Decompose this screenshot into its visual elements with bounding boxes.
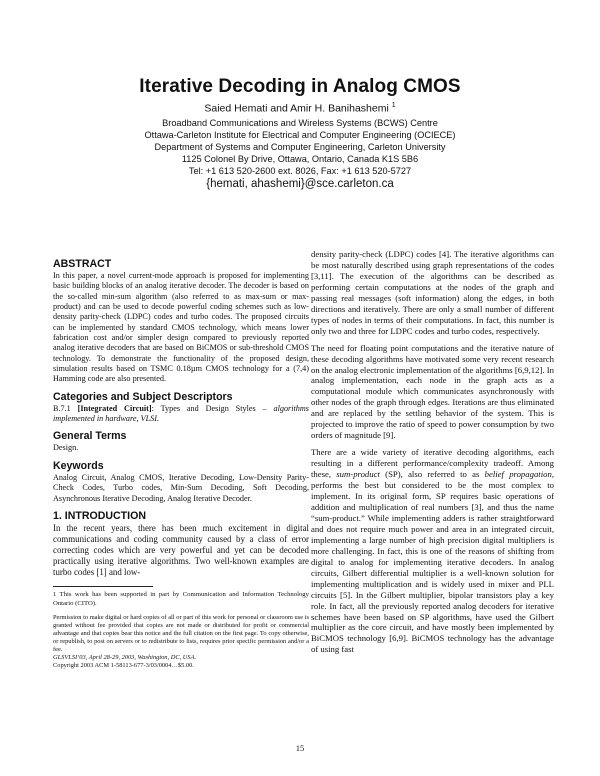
ccs-rest: : Types and Design Styles – — [151, 403, 274, 413]
affiliation-line: Tel: +1 613 520-2600 ext. 8026, Fax: +1 613 520-5727 — [188, 165, 412, 176]
general-terms-heading: General Terms — [53, 430, 127, 443]
para3-italic-belief-propagation: belief propagation — [484, 469, 552, 480]
abstract-heading: ABSTRACT — [53, 258, 112, 270]
paper-title: Iterative Decoding in Analog CMOS — [139, 76, 461, 97]
intro-paragraph-2: The need for floating point computations and the iterative nature of these decoding algorithms have motivated some very recent research on the analog electronic implementation of the algorithms [6,9,12]. In analog implementation, each node in the graph acts as a computational module which communicates asynchronously with other nodes of the graph through edges. Iterations are thus eliminated and are replaced by the settling behavior of the system. This is projected to improve the ratio of speed to power consumption by two orders of magnitude [9]. — [311, 342, 554, 441]
ccs-bold: [Integrated Circuit] — [77, 403, 152, 413]
affiliation-line: 1125 Colonel By Drive, Ottawa, Ontario, Canada K1S 5B6 — [181, 153, 419, 164]
page-number: 15 — [295, 743, 305, 753]
para3-italic-sum-product: sum-product — [336, 469, 380, 480]
left-column — [53, 258, 309, 670]
copyright-line: Copyright 2003 ACM 1-58113-677-3/03/0004…$5.00. — [53, 662, 194, 670]
ccs-italic: algorithms implemented in hardware, VLSI. — [53, 403, 309, 424]
keywords-text: Analog Circuit, Analog CMOS, Iterative Decoding, Low-Density Parity-Check Codes, Turbo codes, Min-Sum Decoding, Soft Decoding, Asynchronous Iterative Decoding, Analog Iterative Decoder. — [53, 472, 309, 503]
author-footnote-mark: 1 — [391, 102, 396, 109]
author-line — [40, 102, 560, 115]
ccs-code: B.7.1 — [53, 403, 78, 413]
intro-paragraph-3 — [311, 447, 554, 655]
para3-part: (SP), also referred to as — [379, 469, 485, 480]
affiliation-line: Department of Systems and Computer Engineering, Carleton University — [154, 141, 446, 152]
para3-part: There are a wide variety of iterative decoding algorithms, each resulting in a different performance/complexity tradeoff. Among these, — [311, 447, 554, 480]
footnote: 1 This work has been supported in part by Communication and Information Technology Ontario (CITO). — [53, 591, 309, 607]
intro-paragraph-1: density parity-check (LDPC) codes [4]. The iterative algorithms can be most naturally described using graph representations of the codes [3,11]. The execution of the algorithms can be described as performing certain computations at the nodes of the graph and passing real messages (soft information) along the edges, in both directions and iteratively. There are only a small number of different types of nodes in terms of their computations. In fact, this number is only two and three for LDPC codes and turbo codes, respectively. — [311, 249, 554, 336]
footnote-rule — [53, 586, 153, 587]
paper-header — [40, 76, 560, 190]
keywords-heading: Keywords — [53, 459, 104, 472]
abstract-text: In this paper, a novel current-mode approach is proposed for implementing basic building blocks of an analog iterative decoder. The decoder is based on the so-called min-sum algorithm (also referred to as max-sum or max-product) and can be used to decode powerful coding schemes such as low-density parity-check (LDPC) codes and turbo codes. The proposed circuits can be implemented by standard CMOS technology, which means lower fabrication cost and/or simpler design compared to previously reported analog iterative decoders that are based on BiCMOS or sub-threshold CMOS technology. To demonstrate the functionality of the proposed design, simulation results based on TSMC 0.18µm CMOS technology for a (7,4) Hamming code are also presented. — [53, 271, 309, 384]
venue-text: GLSVLSI’03, April 28-29, 2003, Washington, DC, USA. — [53, 654, 197, 662]
categories-heading: Categories and Subject Descriptors — [53, 390, 233, 403]
para3-part: , performs the best but considered to be the most complex to implement. In its original form, SP requires basic operations of addition and multiplication of real numbers [3], and thus the name “sum-product.” While implementing adders is rather straightforward and does not require much power and area in an integrated circuit, implementing a large number of high precision digital multipliers is more challenging. In fact, this is one of the reasons of shifting from digital to analog for implementing iterative decoders. In analog circuits, Gilbert differential multiplier is a well-known solution for implementing multiplication and is widely used in mixer and PLL circuits [5]. In the Gilbert multiplier, bipolar transistors play a key role. In fact, all the previously reported analog decoders for iterative schemes have been based on SP algorithms, have used the Gilbert multiplier as the core circuit, and have mostly been implemented by BiCMOS technology [6,9]. BiCMOS technology has the advantage of using fast — [311, 469, 554, 655]
affiliation-line: Broadband Communications and Wireless Systems (BCWS) Centre — [162, 117, 438, 128]
author-email: {hemati, ahashemi}@sce.carleton.ca — [206, 177, 394, 190]
introduction-text: In the recent years, there has been much excitement in digital communications and coding community caused by a class of error correcting codes which are very powerful and yet can be decoded practically using iterative algorithms. Two well-known examples are turbo codes [1] and low- — [53, 522, 309, 578]
permission-notice: Permission to make digital or hard copies of all or part of this work for personal or classroom use is granted without fee provided that copies are not made or distributed for profit or commercial advantage and that copies bear this notice and the full citation on the first page. To copy otherwise, or republish, to post on servers or to redistribute to lists, requires prior specific permission and/or a fee. — [53, 614, 309, 654]
affiliation-line: Ottawa-Carleton Institute for Electrical and Computer Engineering (OCIECE) — [144, 129, 456, 140]
right-column — [311, 249, 554, 661]
introduction-heading: 1. INTRODUCTION — [53, 509, 146, 522]
categories-text — [53, 404, 309, 425]
authors: Saied Hemati and Amir H. Banihashemi — [204, 102, 389, 115]
general-terms-text: Design. — [53, 443, 79, 453]
conference-venue — [53, 654, 309, 662]
